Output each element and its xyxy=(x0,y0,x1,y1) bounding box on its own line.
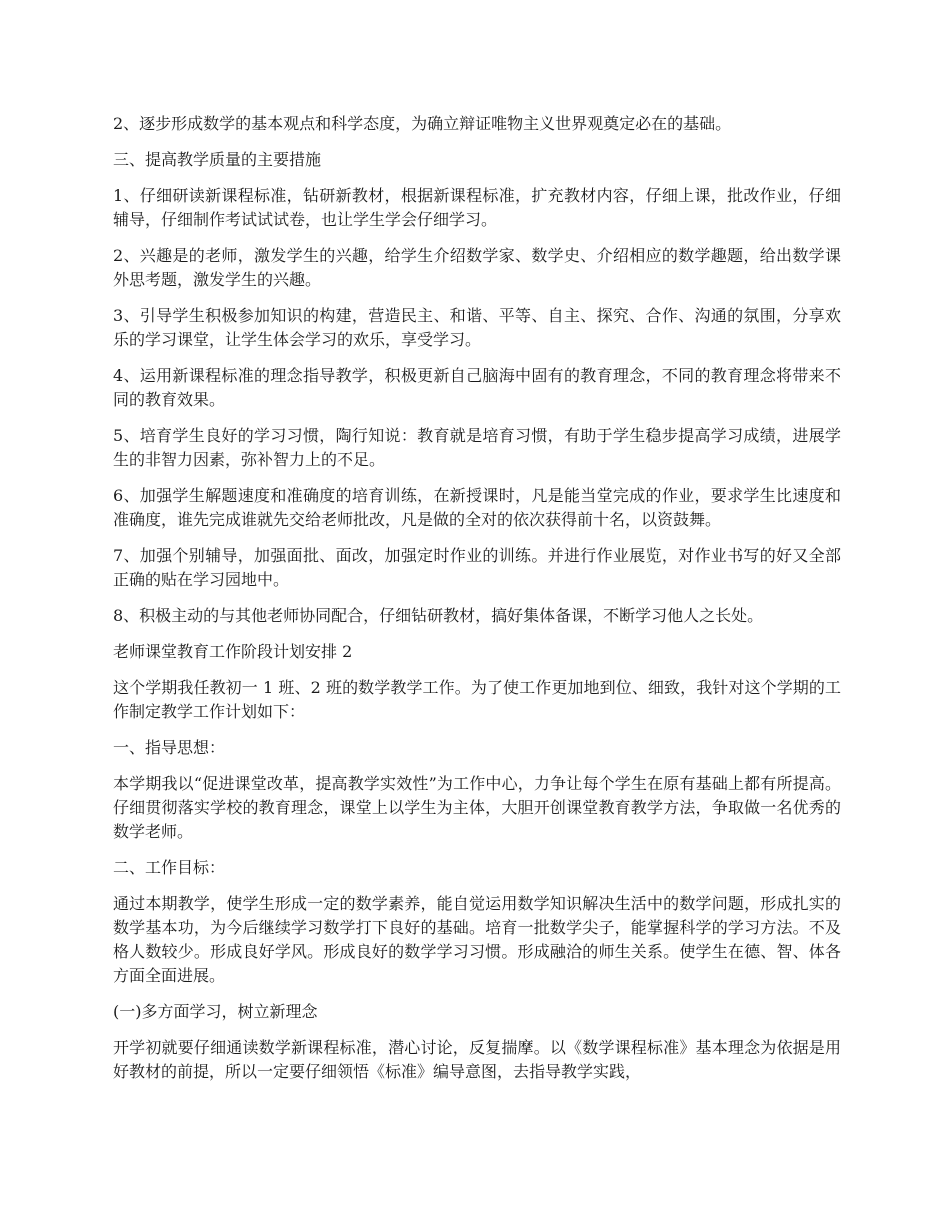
paragraph: 5、培育学生良好的学习习惯，陶行知说：教育就是培育习惯，有助于学生稳步提高学习成绩，进展学生的非智力因素，弥补智力上的不足。 xyxy=(113,426,841,469)
section-heading: (一)多方面学习，树立新理念 xyxy=(113,1002,318,1021)
section-heading: 三、提高教学质量的主要措施 xyxy=(113,150,322,169)
paragraph: 开学初就要仔细通读数学新课程标准，潜心讨论，反复揣摩。以《数学课程标准》基本理念为依据是用好教材的前提，所以一定要仔细领悟《标准》编导意图，去指导教学实践， xyxy=(113,1038,841,1081)
paragraph: 通过本期教学，使学生形成一定的数学素养，能自觉运用数学知识解决生活中的数学问题，形成扎实的数学基本功，为今后继续学习数学打下良好的基础。培育一批数学尖子，能掌握科学的学习方法。不及格人数较少。形成良好学风。形成良好的数学学习习惯。形成融洽的师生关系。使学生在德、智、体各方面全面进展。 xyxy=(113,894,841,985)
paragraph: 6、加强学生解题速度和准确度的培育训练，在新授课时，凡是能当堂完成的作业，要求学生比速度和准确度，谁先完成谁就先交给老师批改，凡是做的全对的依次获得前十名，以资鼓舞。 xyxy=(113,486,841,529)
paragraph: 8、积极主动的与其他老师协同配合，仔细钻研教材，搞好集体备课，不断学习他人之长处。 xyxy=(113,606,764,625)
section-heading: 一、指导思想： xyxy=(113,738,226,757)
paragraph: 本学期我以“促进课堂改革，提高教学实效性”为工作中心，力争让每个学生在原有基础上都有所提高。仔细贯彻落实学校的教育理念，课堂上以学生为主体，大胆开创课堂教育教学方法，争取做一名优秀的数学老师。 xyxy=(113,774,841,841)
paragraph: 4、运用新课程标准的理念指导教学，积极更新自己脑海中固有的教育理念，不同的教育理念将带来不同的教育效果。 xyxy=(113,366,841,409)
paragraph: 这个学期我任教初一 1 班、2 班的数学教学工作。为了使工作更加地到位、细致，我针对这个学期的工作制定教学工作计划如下： xyxy=(113,678,841,721)
document-title: 老师课堂教育工作阶段计划安排 2 xyxy=(113,642,353,661)
paragraph: 7、加强个别辅导，加强面批、面改，加强定时作业的训练。并进行作业展览，对作业书写的好又全部正确的贴在学习园地中。 xyxy=(113,546,841,589)
paragraph: 2、兴趣是的老师，激发学生的兴趣，给学生介绍数学家、数学史、介绍相应的数学趣题，给出数学课外思考题，激发学生的兴趣。 xyxy=(113,246,841,289)
paragraph: 3、引导学生积极参加知识的构建，营造民主、和谐、平等、自主、探究、合作、沟通的氛围，分享欢乐的学习课堂，让学生体会学习的欢乐，享受学习。 xyxy=(113,306,841,349)
section-heading: 二、工作目标： xyxy=(113,858,226,877)
paragraph: 1、仔细研读新课程标准，钻研新教材，根据新课程标准，扩充教材内容，仔细上课，批改作业，仔细辅导，仔细制作考试试试卷，也让学生学会仔细学习。 xyxy=(113,186,841,229)
paragraph: 2、逐步形成数学的基本观点和科学态度，为确立辩证唯物主义世界观奠定必在的基础。 xyxy=(113,114,732,133)
document-body xyxy=(113,112,841,1096)
